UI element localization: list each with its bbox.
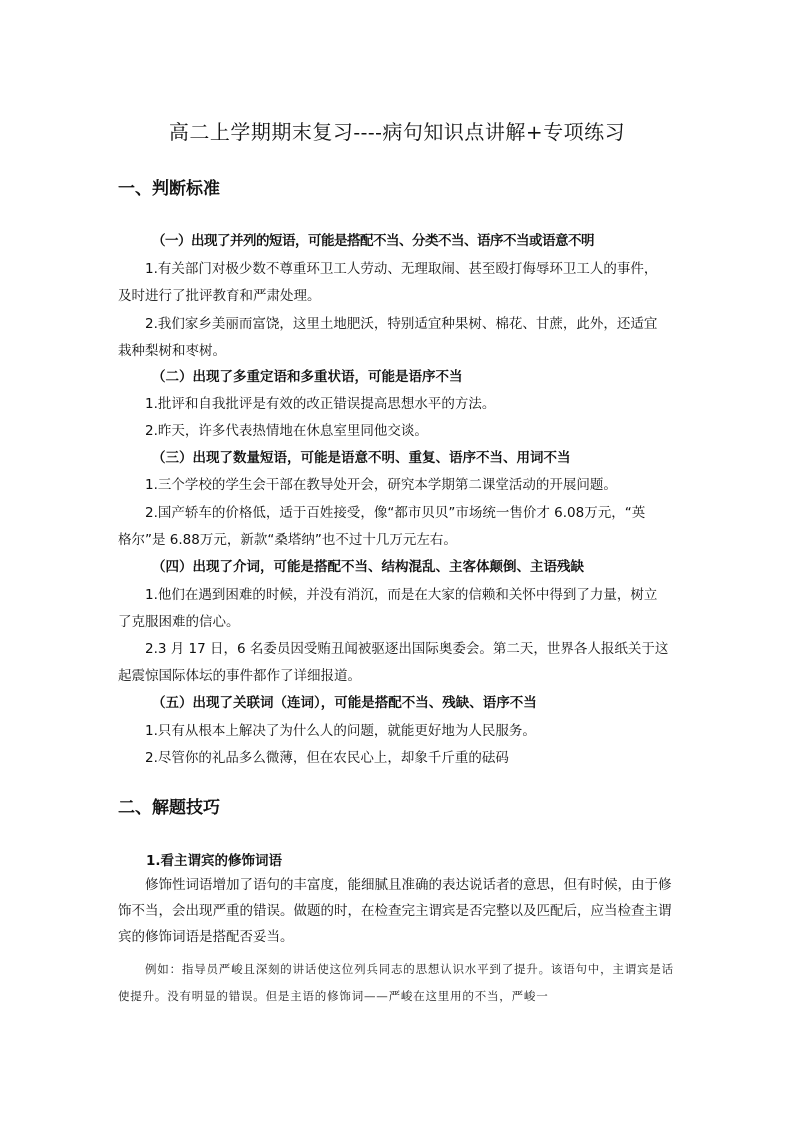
example-1-2-line2: 栽种梨树和枣树。 xyxy=(118,343,226,359)
document-title: 高二上学期期末复习----病句知识点讲解+专项练习 xyxy=(168,120,626,144)
example-3-2-line1: 2.国产轿车的价格低，适于百姓接受，像“都市贝贝”市场统一售价才 6.08万元，“英 xyxy=(145,505,646,521)
criteria-heading-5: （五）出现了关联词（连词），可能是搭配不当、残缺、语序不当 xyxy=(152,695,537,711)
example-4-2-line1: 2.3 月 17 日，6 名委员因受贿丑闻被驱逐出国际奥委会。第二天，世界各人报纸关于这 xyxy=(145,641,669,657)
criteria-heading-4: （四）出现了介词，可能是搭配不当、结构混乱、主客体颠倒、主语残缺 xyxy=(152,559,584,575)
example-1-2-line1: 2.我们家乡美丽而富饶，这里土地肥沃，特别适宜种果树、棉花、甘蔗，此外，还适宜 xyxy=(145,316,658,332)
example-5-2-line1: 2.尽管你的礼品多么微薄，但在农民心上，却象千斤重的砝码 xyxy=(145,750,509,766)
criteria-heading-3: （三）出现了数量短语，可能是语意不明、重复、语序不当、用词不当 xyxy=(152,450,571,466)
example-3-2-line2: 格尔”是 6.88万元，新款“桑塔纳”也不过十几万元左右。 xyxy=(118,532,457,548)
example-1-1-line2: 及时进行了批评教育和严肃处理。 xyxy=(118,288,321,304)
example-3-1-line1: 1.三个学校的学生会干部在教导处开会，研究本学期第二课堂活动的开展问题。 xyxy=(145,477,617,493)
example-4-1-line1: 1.他们在遇到困难的时候，并没有消沉，而是在大家的信赖和关怀中得到了力量，树立 xyxy=(145,587,658,603)
example-2-1-line1: 1.批评和自我批评是有效的改正错误提高思想水平的方法。 xyxy=(145,396,496,412)
section-heading-techniques: 二、解题技巧 xyxy=(118,798,220,818)
technique-heading-1: 1.看主谓宾的修饰词语 xyxy=(146,853,283,869)
example-4-2-line2: 起震惊国际体坛的事件都作了详细报道。 xyxy=(118,668,361,684)
example-2-2-line1: 2.昨天，许多代表热情地在休息室里同他交谈。 xyxy=(145,423,428,439)
section-heading-criteria: 一、判断标准 xyxy=(118,179,220,199)
example-5-1-line1: 1.只有从根本上解决了为什么人的问题，就能更好地为人民服务。 xyxy=(145,723,536,739)
technique-example: 例如：指导员严峻且深刻的讲话使这位列兵同志的思想认识水平到了提升。该语句中，主谓宾是话使提升。没有明显的错误。但是主语的修饰词——严峻在这里用的不当，严峻一 xyxy=(118,962,674,1003)
example-1-1-line1: 1.有关部门对极少数不尊重环卫工人劳动、无理取闹、甚至殴打侮辱环卫工人的事件， xyxy=(145,261,658,277)
criteria-heading-2: （二）出现了多重定语和多重状语，可能是语序不当 xyxy=(152,369,463,385)
example-4-1-line2: 了克服困难的信心。 xyxy=(118,614,240,630)
criteria-heading-1: （一）出现了并列的短语，可能是搭配不当、分类不当、语序不当或语意不明 xyxy=(152,233,594,249)
technique-paragraph: 修饰性词语增加了语句的丰富度，能细腻且准确的表达说话者的意思，但有时候，由于修饰不当，会出现严重的错误。做题的时，在检查完主谓宾是否完整以及匹配后，应当检查主谓宾的修饰词语是搭配否妥当。 xyxy=(118,877,672,945)
